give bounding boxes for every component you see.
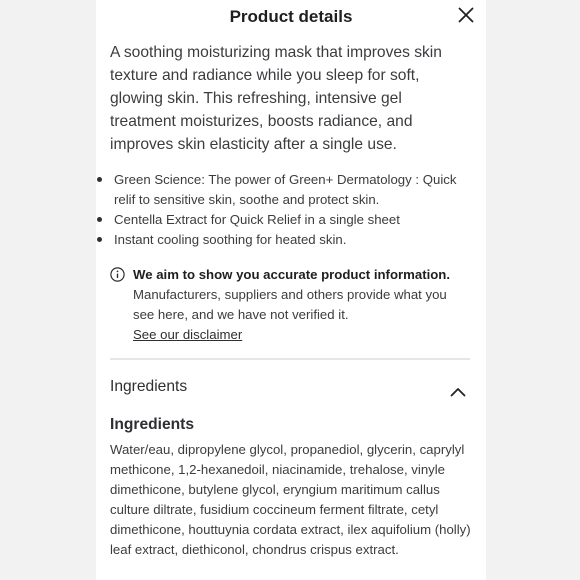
- ingredients-heading: Ingredients: [110, 416, 195, 433]
- disclaimer-link[interactable]: See our disclaimer: [133, 327, 243, 342]
- notice-body: [133, 265, 470, 345]
- info-icon: [110, 267, 125, 282]
- panel-title: Product details: [229, 7, 353, 26]
- close-icon[interactable]: [458, 7, 474, 23]
- ingredients-accordion-toggle[interactable]: [110, 378, 470, 402]
- list-item: [96, 230, 476, 250]
- bullet-dot: [97, 177, 102, 182]
- product-description: A soothing moisturizing mask that improves skin texture and radiance while you sleep for soft, glowing skin. This refreshing, intensive gel treatment moisturizes, boosts radiance, and improves skin elasticity after a single use.: [110, 44, 442, 153]
- feature-text: Centella Extract for Quick Relief in a single sheet: [114, 212, 400, 227]
- list-item: [96, 210, 476, 230]
- accuracy-notice: [110, 265, 470, 345]
- list-item: [96, 170, 476, 210]
- accordion-label: Ingredients: [110, 378, 188, 395]
- chevron-up-icon[interactable]: [450, 387, 466, 397]
- notice-text: Manufacturers, suppliers and others provide what you see here, and we have not verified it.: [133, 287, 447, 322]
- feature-list: [96, 170, 476, 250]
- ingredients-text: Water/eau, dipropylene glycol, propanediol, glycerin, caprylyl methicone, 1,2-hexanedoil, niacinamide, trehalose, vinyle dimethicone, butylene glycol, eryngium maritimum callus culture diltrate, fusidium coccineum ferment filtrate, cetyl dimethicone, houttuynia cordata extract, ilex aquifolium (holly) leaf extract, diethiconol, chondrus crispus extract.: [110, 442, 471, 557]
- feature-text: Green Science: The power of Green+ Dermatology : Quick relif to sensitive skin, soothe and protect skin.: [114, 172, 457, 207]
- bullet-dot: [97, 217, 102, 222]
- bullet-dot: [97, 237, 102, 242]
- feature-text: Instant cooling soothing for heated skin.: [114, 232, 347, 247]
- notice-heading: We aim to show you accurate product information.: [133, 267, 451, 282]
- section-divider: [110, 358, 470, 360]
- panel-header: [96, 0, 486, 34]
- product-details-panel: [96, 0, 486, 580]
